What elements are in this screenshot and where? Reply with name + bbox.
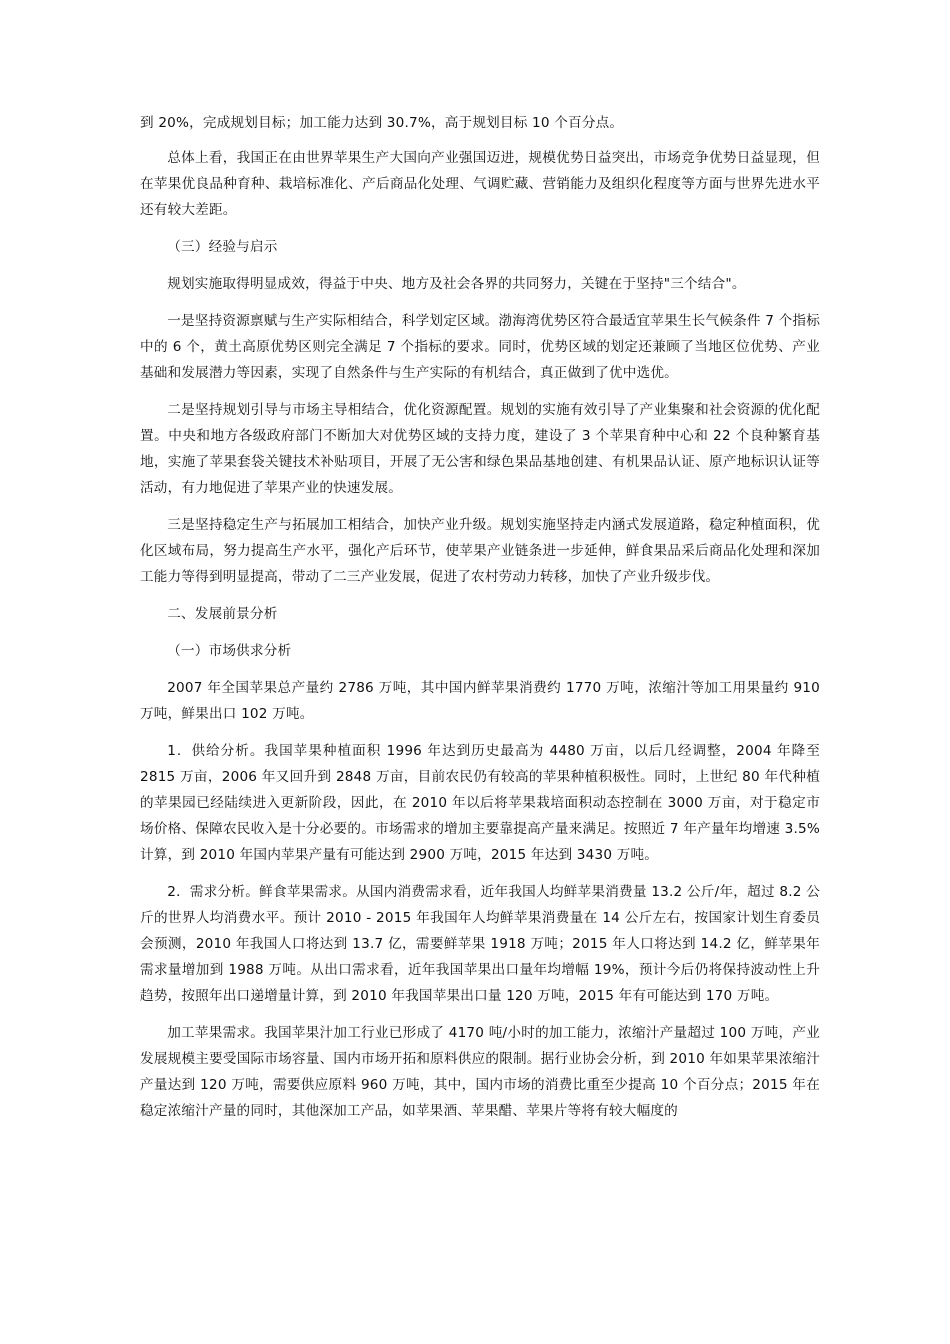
section-heading-prospects: 二、发展前景分析 bbox=[167, 606, 278, 622]
paragraph-point-two: 二是坚持规划引导与市场主导相结合，优化资源配置。规划的实施有效引导了产业集聚和社会资源的优化配置。中央和地方各级政府部门不断加大对优势区域的支持力度，建设了 3 个苹果育种中心和 22 个良种繁育基地，实施了苹果套袋关键技术补贴项目，开展了无公害和绿色果品基地创建、有机果品认证、原产地标识认证等活动，有力地促进了苹果产业的快速发展。 bbox=[140, 402, 820, 496]
paragraph-2007-production: 2007 年全国苹果总产量约 2786 万吨，其中国内鲜苹果消费约 1770 万吨，浓缩汁等加工用果量约 910 万吨，鲜果出口 102 万吨。 bbox=[140, 680, 825, 722]
paragraph-three-combinations: 规划实施取得明显成效，得益于中央、地方及社会各界的共同努力，关键在于坚持"三个结合"。 bbox=[167, 276, 746, 292]
section-heading-experience: （三）经验与启示 bbox=[167, 239, 278, 255]
paragraph-point-one: 一是坚持资源禀赋与生产实际相结合，科学划定区域。渤海湾优势区符合最适宜苹果生长气候条件 7 个指标中的 6 个，黄土高原优势区则完全满足 7 个指标的要求。同时，优势区域的划定还兼顾了当地区位优势、产业基础和发展潜力等因素，实现了自然条件与生产实际的有机结合，真正做到了优中选优。 bbox=[140, 313, 820, 381]
paragraph-supply-analysis: 1．供给分析。我国苹果种植面积 1996 年达到历史最高为 4480 万亩，以后几经调整，2004 年降至 2815 万亩，2006 年又回升到 2848 万亩，目前农民仍有较高的苹果种植积极性。同时，上世纪 80 年代种植的苹果园已经陆续进入更新阶段，因此，在 2010 年以后将苹果栽培面积动态控制在 3000 万亩，对于稳定市场价格、保障农民收入是十分必要的。市场需求的增加主要靠提高产量来满足。按照近 7 年产量年均增速 3.5%计算，到 2010 年国内苹果产量有可能达到 2900 万吨，2015 年达到 3430 万吨。 bbox=[140, 743, 825, 863]
paragraph-continued-target: 到 20%，完成规划目标；加工能力达到 30.7%，高于规划目标 10 个百分点。 bbox=[140, 115, 624, 131]
document-page bbox=[140, 110, 825, 1124]
paragraph-point-three: 三是坚持稳定生产与拓展加工相结合，加快产业升级。规划实施坚持走内涵式发展道路，稳定种植面积，优化区域布局，努力提高生产水平，强化产后环节，使苹果产业链条进一步延伸，鲜食果品采后商品化处理和深加工能力等得到明显提高，带动了二三产业发展，促进了农村劳动力转移，加快了产业升级步伐。 bbox=[140, 517, 820, 585]
paragraph-processing-demand: 加工苹果需求。我国苹果汁加工行业已形成了 4170 吨/小时的加工能力，浓缩汁产量超过 100 万吨，产业发展规模主要受国际市场容量、国内市场开拓和原料供应的限制。据行业协会分析，到 2010 年如果苹果浓缩汁产量达到 120 万吨，需要供应原料 960 万吨，其中，国内市场的消费比重至少提高 10 个百分点；2015 年在稳定浓缩汁产量的同时，其他深加工产品，如苹果酒、苹果醋、苹果片等将有较大幅度的 bbox=[140, 1025, 820, 1119]
subsection-heading-market: （一）市场供求分析 bbox=[167, 643, 292, 659]
paragraph-demand-analysis: 2．需求分析。鲜食苹果需求。从国内消费需求看，近年我国人均鲜苹果消费量 13.2 公斤/年，超过 8.2 公斤的世界人均消费水平。预计 2010 - 2015 年我国年人均鲜苹果消费量在 14 公斤左右，按国家计划生育委员会预测，2010 年我国人口将达到 13.7 亿，需要鲜苹果 1918 万吨；2015 年人口将达到 14.2 亿，鲜苹果年需求量增加到 1988 万吨。从出口需求看，近年我国苹果出口量年均增幅 19%，预计今后仍将保持波动性上升趋势，按照年出口递增量计算，到 2010 年我国苹果出口量 120 万吨，2015 年有可能达到 170 万吨。 bbox=[140, 884, 820, 1004]
paragraph-summary: 总体上看，我国正在由世界苹果生产大国向产业强国迈进，规模优势日益突出，市场竞争优势日益显现，但在苹果优良品种育种、栽培标准化、产后商品化处理、气调贮藏、营销能力及组织化程度等方面与世界先进水平还有较大差距。 bbox=[140, 150, 820, 218]
